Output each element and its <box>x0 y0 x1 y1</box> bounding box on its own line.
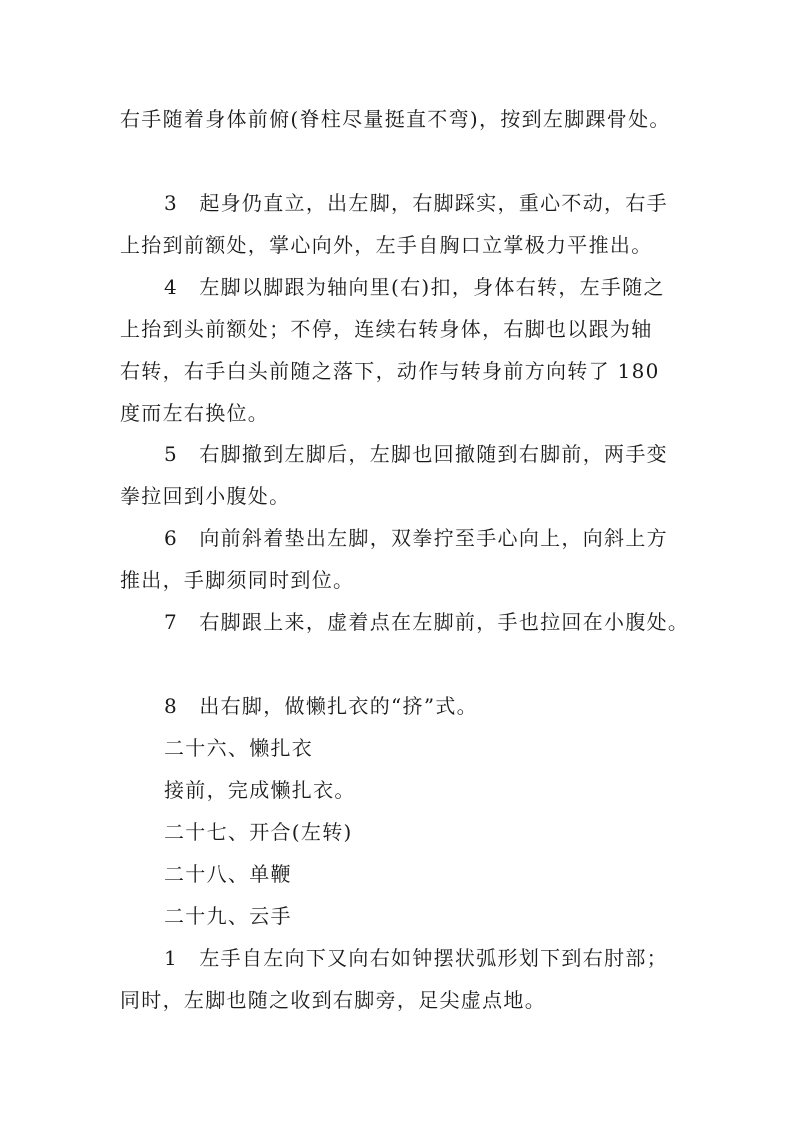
step-6-line-1: 6 向前斜着垫出左脚，双拳拧至手心向上，向斜上方 <box>164 526 668 550</box>
step-1-line-1: 1 左手自左向下又向右如钟摆状弧形划下到右肘部； <box>164 946 668 970</box>
step-4-line-1: 4 左脚以脚跟为轴向里(右)扣，身体右转，左手随之 <box>164 275 665 299</box>
step-6-line-2: 推出，手脚须同时到位。 <box>120 568 355 592</box>
section-heading-26: 二十六、懒扎衣 <box>164 736 314 760</box>
step-4-line-3: 右转，右手白头前随之落下，动作与转身前方向转了 180 <box>120 359 660 383</box>
step-8-line: 8 出右脚，做懒扎衣的“挤”式。 <box>164 694 478 718</box>
section-heading-28: 二十八、单鞭 <box>164 862 292 886</box>
section-heading-27: 二十七、开合(左转) <box>164 820 353 844</box>
step-4-line-2: 上抬到头前额处；不停，连续右转身体，右脚也以跟为轴 <box>120 317 653 341</box>
step-4-line-4: 度而左右换位。 <box>120 401 270 425</box>
step-3-line-2: 上抬到前额处，掌心向外，左手自胸口立掌极力平推出。 <box>120 233 653 257</box>
step-5-line-1: 5 右脚撤到左脚后，左脚也回撤随到右脚前，两手变 <box>164 442 668 466</box>
section-26-text: 接前，完成懒扎衣。 <box>164 778 356 802</box>
paragraph-line: 右手随着身体前俯(脊柱尽量挺直不弯)，按到左脚踝骨处。 <box>120 107 671 131</box>
step-5-line-2: 拳拉回到小腹处。 <box>120 484 291 508</box>
step-7-line: 7 右脚跟上来，虚着点在左脚前，手也拉回在小腹处。 <box>164 610 690 634</box>
section-heading-29: 二十九、云手 <box>164 904 292 928</box>
step-3-line-1: 3 起身仍直立，出左脚，右脚踩实，重心不动，右手 <box>164 191 668 215</box>
step-1-line-2: 同时，左脚也随之收到右脚旁，足尖虚点地。 <box>120 988 546 1012</box>
